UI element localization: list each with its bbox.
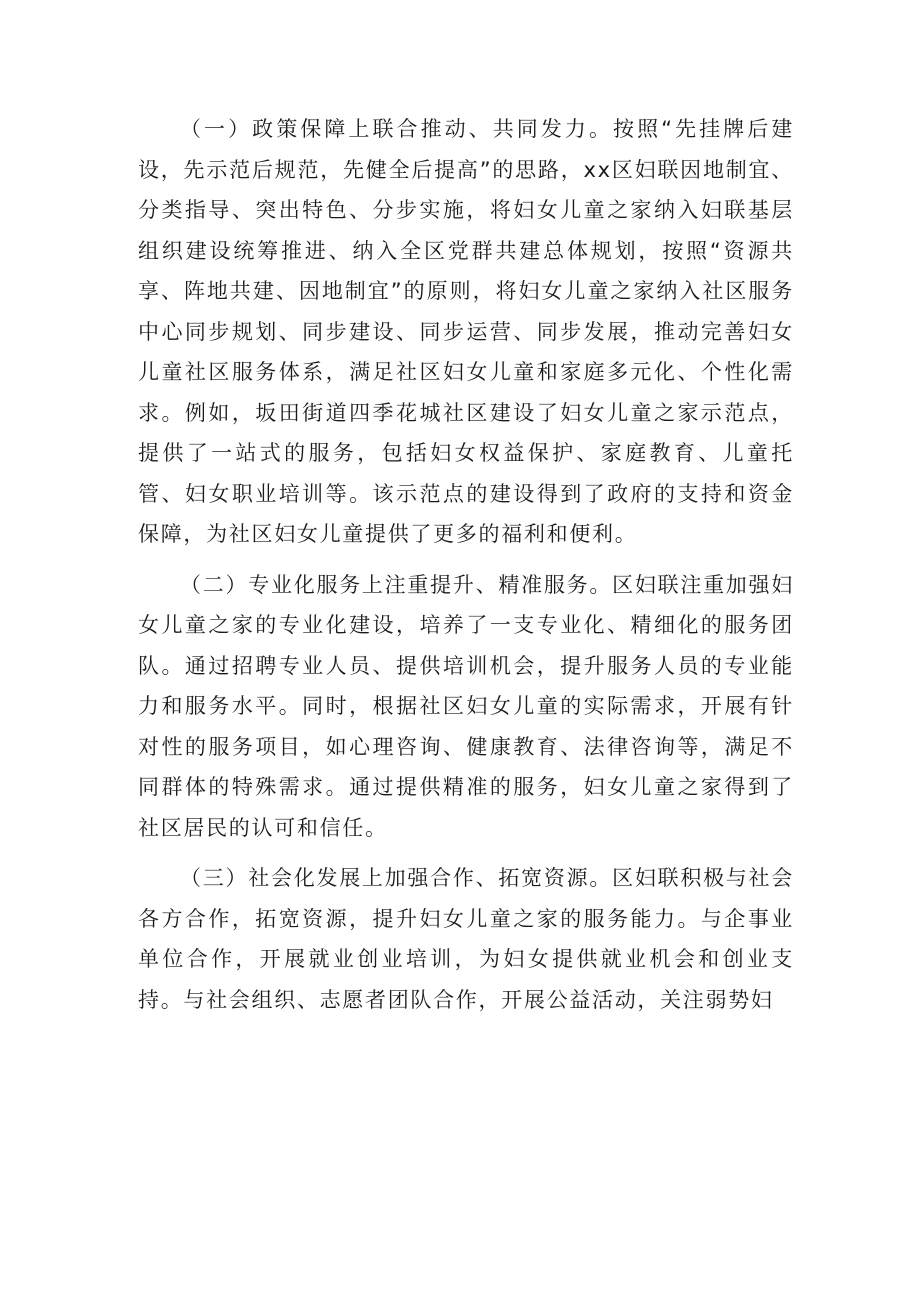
document-body [138,109,794,1020]
paragraph-social-development: （三）社会化发展上加强合作、拓宽资源。区妇联积极与社会各方合作，拓宽资源，提升妇女儿童之家的服务能力。与企事业单位合作，开展就业创业培训，为妇女提供就业机会和创业支持。与社会组织、志愿者团队合作，开展公益活动，关注弱势妇 [138,866,794,1012]
paragraph-policy-guarantee: （一）政策保障上联合推动、共同发力。按照“先挂牌后建设，先示范后规范，先健全后提高”的思路，xx区妇联因地制宜、分类指导、突出特色、分步实施，将妇女儿童之家纳入妇联基层组织建设统筹推进、纳入全区党群共建总体规划，按照“资源共享、阵地共建、因地制宜”的原则，将妇女儿童之家纳入社区服务中心同步规划、同步建设、同步运营、同步发展，推动完善妇女儿童社区服务体系，满足社区妇女儿童和家庭多元化、个性化需求。例如，坂田街道四季花城社区建设了妇女儿童之家示范点，提供了一站式的服务，包括妇女权益保护、家庭教育、儿童托管、妇女职业培训等。该示范点的建设得到了政府的支持和资金保障，为社区妇女儿童提供了更多的福利和便利。 [138,117,794,546]
paragraph-professional-service: （二）专业化服务上注重提升、精准服务。区妇联注重加强妇女儿童之家的专业化建设，培养了一支专业化、精细化的服务团队。通过招聘专业人员、提供培训机会，提升服务人员的专业能力和服务水平。同时，根据社区妇女儿童的实际需求，开展有针对性的服务项目，如心理咨询、健康教育、法律咨询等，满足不同群体的特殊需求。通过提供精准的服务，妇女儿童之家得到了社区居民的认可和信任。 [138,572,794,840]
